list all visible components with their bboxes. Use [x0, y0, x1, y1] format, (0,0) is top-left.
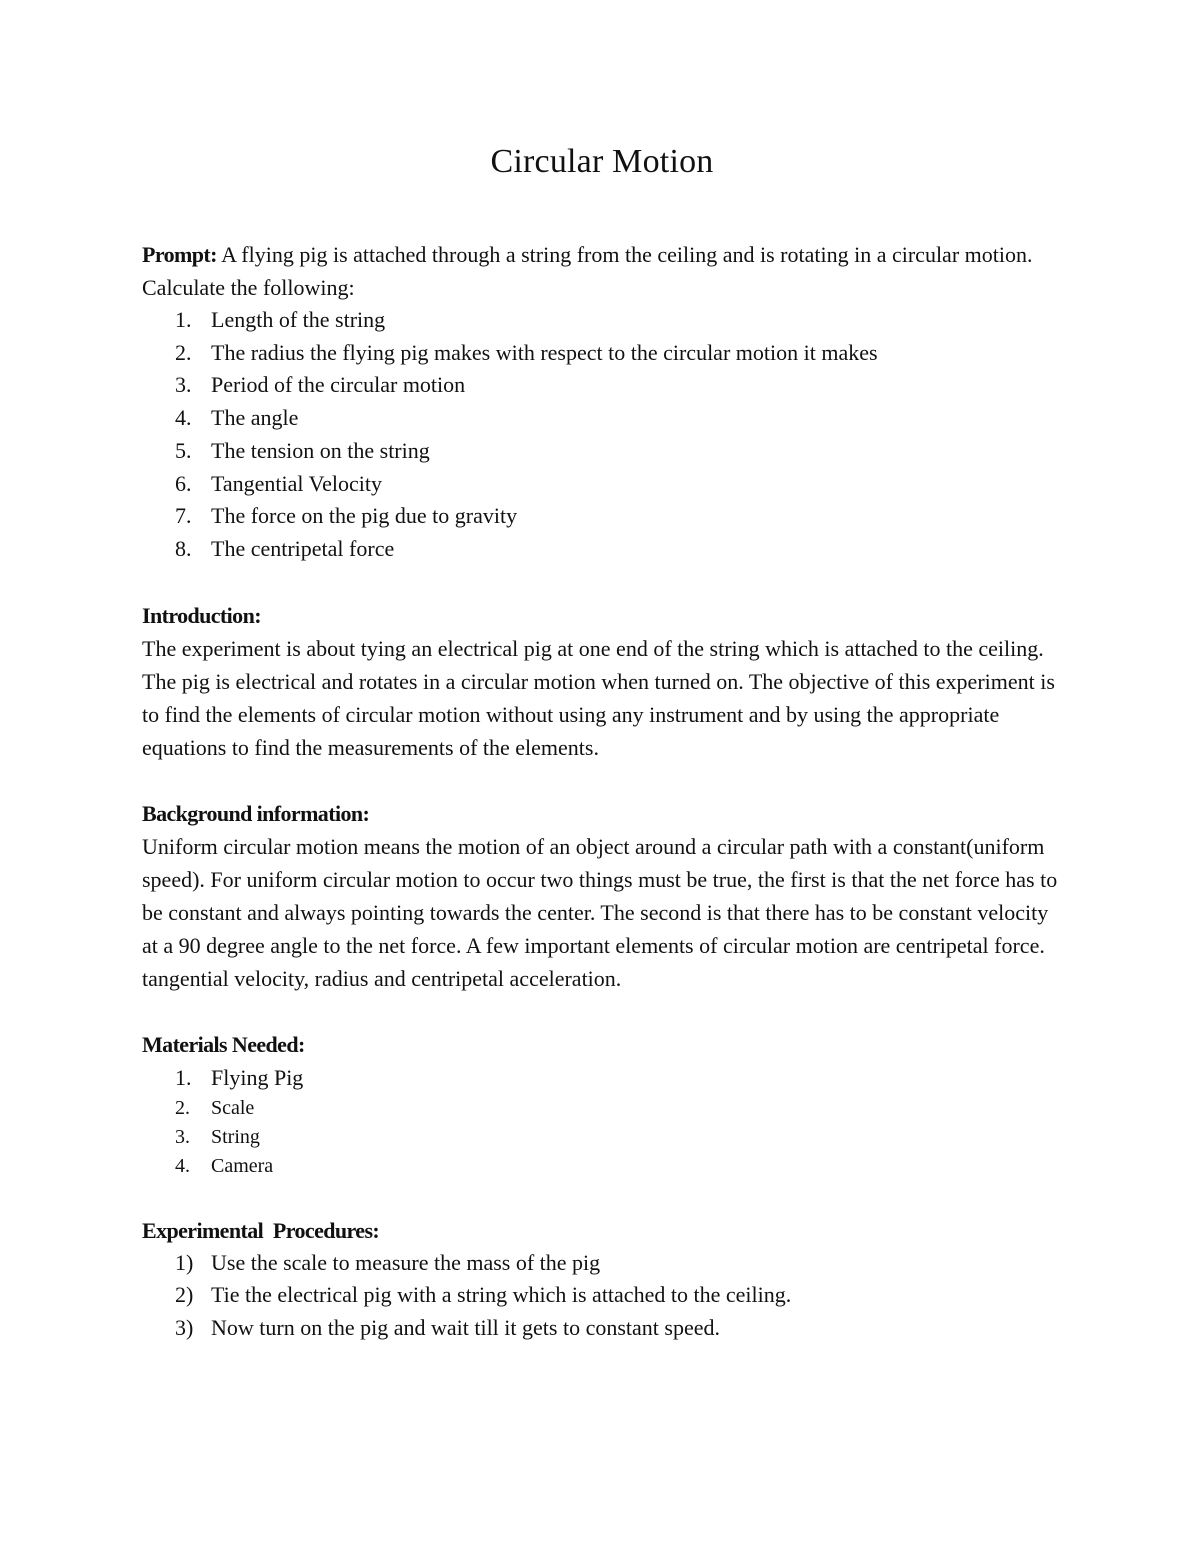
list-item-text: The radius the flying pig makes with respect to the circular motion it makes [211, 339, 878, 365]
list-item [142, 402, 1062, 435]
introduction-heading: Introduction: [142, 602, 261, 628]
prompt-section [142, 238, 1062, 566]
list-item-number: 8. [175, 535, 192, 561]
prompt-label: Prompt: [142, 242, 217, 267]
list-item-number: 3) [175, 1315, 194, 1341]
materials-list [142, 1061, 1062, 1181]
list-item-number: 2. [175, 1096, 190, 1119]
list-item-number: 6. [175, 470, 192, 496]
list-item-number: 5. [175, 437, 192, 463]
list-item-number: 1. [175, 1064, 192, 1090]
list-item [142, 1247, 1062, 1280]
list-item [142, 304, 1062, 337]
background-heading: Background information: [142, 800, 370, 826]
list-item-number: 2. [175, 339, 192, 365]
document-page [142, 138, 1062, 1345]
prompt-text: A flying pig is attached through a string from the ceiling and is rotating in a circular motion. Calculate the following: [142, 242, 1033, 300]
list-item-number: 4. [175, 405, 192, 431]
list-item-text: Use the scale to measure the mass of the pig [211, 1249, 601, 1275]
list-item-text: The centripetal force [211, 535, 395, 561]
list-item-text: String [211, 1125, 260, 1148]
list-item [142, 1094, 1062, 1123]
list-item [142, 369, 1062, 402]
procedures-section [142, 1214, 1062, 1345]
procedures-list [142, 1247, 1062, 1345]
list-item-text: Scale [211, 1096, 255, 1119]
introduction-paragraph: The experiment is about tying an electrical pig at one end of the string which is attached to the ceiling. The pig is electrical and rotates in a circular motion when turned on. The objective of this experiment is to find the elements of circular motion without using any instrument and by using the appropriate equations to find the measurements of the elements. [142, 635, 1055, 760]
prompt-list [142, 304, 1062, 566]
list-item-text: Flying Pig [211, 1064, 304, 1090]
list-item-text: Tangential Velocity [211, 470, 382, 496]
list-item [142, 1152, 1062, 1181]
list-item [142, 1279, 1062, 1312]
page-title: Circular Motion [490, 143, 714, 180]
introduction-section [142, 599, 1062, 764]
background-section [142, 797, 1062, 995]
list-item-text: The force on the pig due to gravity [211, 503, 518, 529]
list-item-text: Now turn on the pig and wait till it gets to constant speed. [211, 1315, 720, 1341]
materials-section [142, 1028, 1062, 1181]
list-item-text: Camera [211, 1154, 274, 1177]
background-paragraph: Uniform circular motion means the motion of an object around a circular path with a constant(uniform speed). For uniform circular motion to occur two things must be true, the first is that the net force has to be constant and always pointing towards the center. The second is that there has to be constant velocity at a 90 degree angle to the net force. A few important elements of circular motion are centripetal force. tangential velocity, radius and centripetal acceleration. [142, 833, 1058, 991]
list-item [142, 1061, 1062, 1094]
list-item-number: 7. [175, 503, 192, 529]
list-item [142, 1123, 1062, 1152]
list-item-text: The angle [211, 405, 299, 431]
prompt-paragraph [142, 238, 1062, 304]
list-item-number: 3. [175, 372, 192, 398]
list-item [142, 533, 1062, 566]
list-item-number: 3. [175, 1125, 190, 1148]
list-item-text: The tension on the string [211, 437, 430, 463]
materials-heading: Materials Needed: [142, 1031, 305, 1057]
list-item-number: 1. [175, 307, 192, 332]
procedures-heading: Experimental Procedures: [142, 1217, 380, 1243]
list-item [142, 468, 1062, 501]
list-item-number: 4. [175, 1154, 190, 1177]
list-item [142, 500, 1062, 533]
list-item-text: Period of the circular motion [211, 372, 466, 398]
list-item-text: Tie the electrical pig with a string which is attached to the ceiling. [211, 1282, 792, 1308]
list-item-text: Length of the string [211, 307, 386, 332]
list-item [142, 337, 1062, 370]
list-item [142, 1312, 1062, 1345]
list-item-number: 1) [175, 1249, 194, 1275]
list-item-number: 2) [175, 1282, 194, 1308]
list-item [142, 435, 1062, 468]
